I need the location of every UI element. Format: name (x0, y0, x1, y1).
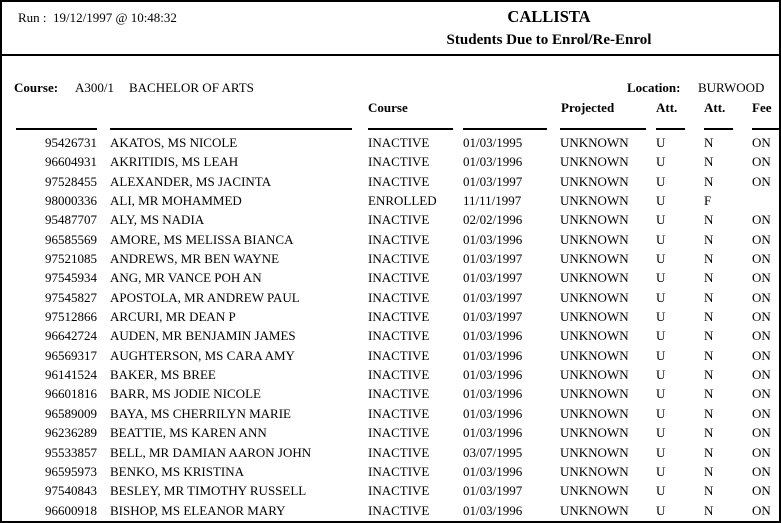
table-row (2, 152, 779, 171)
column-header-projected: Projected (561, 100, 615, 115)
page-title: CALLISTA (507, 7, 591, 26)
cell-att2: N (704, 425, 714, 441)
cell-student-id: 96141524 (45, 367, 97, 383)
cell-projected: UNKNOWN (560, 173, 629, 189)
cell-fee: ON (752, 444, 771, 460)
table-row (2, 423, 779, 442)
cell-projected: UNKNOWN (560, 444, 629, 460)
cell-fee: ON (752, 212, 771, 228)
column-header-fee: Fee (752, 100, 772, 115)
cell-student-id: 96601816 (45, 386, 97, 402)
cell-date: 01/03/1996 (463, 154, 523, 170)
cell-student-name: ARCURI, MR DEAN P (110, 309, 236, 325)
cell-student-name: BENKO, MS KRISTINA (110, 463, 244, 479)
cell-course-status: INACTIVE (368, 135, 430, 150)
cell-date: 01/03/1997 (463, 483, 523, 499)
cell-student-name: BAKER, MS BREE (110, 367, 216, 383)
cell-student-id: 96589009 (45, 405, 97, 421)
cell-student-name: ANG, MR VANCE POH AN (110, 270, 262, 286)
cell-att1: U (656, 212, 666, 228)
cell-date: 02/02/1996 (463, 212, 523, 228)
cell-student-id: 95533857 (45, 444, 97, 460)
cell-att1: U (656, 444, 666, 460)
cell-student-name: BEATTIE, MS KAREN ANN (110, 425, 267, 441)
cell-student-id: 97545827 (45, 289, 97, 305)
table-row (2, 288, 779, 307)
cell-course-status: INACTIVE (368, 173, 430, 189)
cell-att1: U (656, 425, 666, 441)
cell-att1: U (656, 135, 666, 150)
table-row (2, 210, 779, 229)
cell-course-status: INACTIVE (368, 231, 430, 247)
cell-date: 01/03/1996 (463, 347, 523, 363)
cell-att1: U (656, 154, 666, 170)
cell-att1: U (656, 502, 666, 518)
cell-fee: ON (752, 289, 771, 305)
table-row (2, 384, 779, 403)
cell-fee: ON (752, 154, 771, 170)
cell-projected: UNKNOWN (560, 367, 629, 383)
cell-projected: UNKNOWN (560, 463, 629, 479)
cell-att1: U (656, 193, 666, 209)
cell-fee: ON (752, 270, 771, 286)
column-header-attendance: Att. (704, 100, 726, 115)
cell-course-status: INACTIVE (368, 289, 430, 305)
cell-projected: UNKNOWN (560, 154, 629, 170)
cell-att2: N (704, 502, 714, 518)
table-row (2, 501, 779, 520)
table-row (2, 268, 779, 287)
cell-fee: ON (752, 502, 771, 518)
cell-fee: ON (752, 135, 771, 150)
cell-student-name: BESLEY, MR TIMOTHY RUSSELL (110, 483, 307, 499)
cell-course-status: INACTIVE (368, 463, 430, 479)
table-rows (2, 133, 779, 520)
cell-course-status: INACTIVE (368, 347, 430, 363)
cell-student-id: 97540843 (45, 483, 97, 499)
cell-att2: N (704, 405, 714, 421)
cell-fee: ON (752, 463, 771, 479)
cell-projected: UNKNOWN (560, 251, 629, 267)
cell-student-id: 96569317 (45, 347, 97, 363)
table-row (2, 346, 779, 365)
cell-att2: N (704, 328, 714, 344)
cell-course-status: INACTIVE (368, 251, 430, 267)
table-row (2, 404, 779, 423)
cell-att2: N (704, 367, 714, 383)
table-row (2, 249, 779, 268)
cell-student-name: AKRITIDIS, MS LEAH (110, 154, 239, 170)
cell-date: 01/03/1996 (463, 463, 523, 479)
column-rule-projected (560, 128, 646, 130)
cell-date: 01/03/1996 (463, 502, 523, 518)
cell-att1: U (656, 367, 666, 383)
cell-att2: N (704, 483, 714, 499)
cell-att2: N (704, 231, 714, 247)
course-name: BACHELOR OF ARTS (129, 80, 254, 95)
cell-course-status: INACTIVE (368, 309, 430, 325)
cell-projected: UNKNOWN (560, 405, 629, 421)
cell-projected: UNKNOWN (560, 386, 629, 402)
cell-student-id: 95487707 (45, 212, 97, 228)
cell-att2: N (704, 173, 714, 189)
cell-date: 01/03/1997 (463, 270, 523, 286)
cell-fee: ON (752, 251, 771, 267)
cell-projected: UNKNOWN (560, 425, 629, 441)
cell-course-status: INACTIVE (368, 367, 430, 383)
cell-att1: U (656, 386, 666, 402)
cell-student-id: 97545934 (45, 270, 97, 286)
cell-student-name: ALEXANDER, MS JACINTA (110, 173, 272, 189)
cell-date: 01/03/1996 (463, 231, 523, 247)
cell-student-id: 96585569 (45, 231, 97, 247)
cell-student-id: 96236289 (45, 425, 97, 441)
header-separator-line (2, 54, 779, 56)
column-rule-att2 (704, 128, 733, 130)
cell-att2: N (704, 444, 714, 460)
table-row (2, 462, 779, 481)
cell-att2: N (704, 347, 714, 363)
table-row (2, 307, 779, 326)
column-rule-date (463, 128, 547, 130)
cell-fee: ON (752, 347, 771, 363)
cell-course-status: INACTIVE (368, 502, 430, 518)
cell-date: 01/03/1996 (463, 405, 523, 421)
table-row (2, 326, 779, 345)
cell-att2: N (704, 212, 714, 228)
cell-course-status: INACTIVE (368, 405, 430, 421)
cell-att1: U (656, 463, 666, 479)
cell-student-name: APOSTOLA, MR ANDREW PAUL (110, 289, 300, 305)
cell-course-status: INACTIVE (368, 425, 430, 441)
cell-att1: U (656, 289, 666, 305)
table-row (2, 172, 779, 191)
course-label: Course: (14, 80, 59, 95)
cell-fee: ON (752, 309, 771, 325)
cell-student-id: 96600918 (45, 502, 97, 518)
cell-fee: ON (752, 367, 771, 383)
cell-course-status: INACTIVE (368, 386, 430, 402)
cell-student-id: 96642724 (45, 328, 97, 344)
table-row (2, 443, 779, 462)
cell-student-name: ALY, MS NADIA (110, 212, 205, 228)
cell-date: 01/03/1996 (463, 386, 523, 402)
location-value: BURWOOD (698, 80, 765, 95)
cell-date: 01/03/1997 (463, 173, 523, 189)
cell-student-name: AKATOS, MS NICOLE (110, 135, 238, 150)
cell-fee: ON (752, 328, 771, 344)
column-header-course: Course (368, 100, 408, 115)
cell-projected: UNKNOWN (560, 502, 629, 518)
cell-student-id: 97521085 (45, 251, 97, 267)
cell-att2: N (704, 135, 714, 150)
cell-projected: UNKNOWN (560, 347, 629, 363)
page-subtitle: Students Due to Enrol/Re-Enrol (446, 32, 652, 48)
column-rule-att1 (656, 128, 685, 130)
cell-date: 01/03/1995 (463, 135, 523, 150)
run-label: Run : (18, 10, 47, 25)
cell-att1: U (656, 231, 666, 247)
cell-att1: U (656, 173, 666, 189)
cell-att2: F (704, 193, 712, 209)
cell-date: 01/03/1996 (463, 328, 523, 344)
table-row (2, 481, 779, 500)
cell-projected: UNKNOWN (560, 270, 629, 286)
cell-projected: UNKNOWN (560, 212, 629, 228)
cell-att1: U (656, 483, 666, 499)
cell-date: 01/03/1997 (463, 289, 523, 305)
cell-student-name: BISHOP, MS ELEANOR MARY (110, 502, 286, 518)
cell-projected: UNKNOWN (560, 193, 629, 209)
cell-course-status: INACTIVE (368, 154, 430, 170)
cell-student-name: ALI, MR MOHAMMED (110, 193, 242, 209)
cell-fee: ON (752, 425, 771, 441)
cell-att1: U (656, 405, 666, 421)
cell-student-name: BELL, MR DAMIAN AARON JOHN (110, 444, 312, 460)
cell-att2: N (704, 463, 714, 479)
table-row (2, 230, 779, 249)
cell-projected: UNKNOWN (560, 483, 629, 499)
cell-date: 01/03/1997 (463, 251, 523, 267)
cell-date: 01/03/1997 (463, 309, 523, 325)
cell-student-id: 96595973 (45, 463, 97, 479)
cell-date: 01/03/1996 (463, 425, 523, 441)
cell-att1: U (656, 309, 666, 325)
cell-fee: ON (752, 231, 771, 247)
cell-student-name: BAYA, MS CHERRILYN MARIE (110, 405, 291, 421)
cell-att1: U (656, 328, 666, 344)
cell-student-id: 95426731 (45, 135, 97, 150)
cell-course-status: INACTIVE (368, 328, 430, 344)
cell-course-status: INACTIVE (368, 212, 430, 228)
cell-projected: UNKNOWN (560, 289, 629, 305)
table-row (2, 191, 779, 210)
cell-att2: N (704, 270, 714, 286)
cell-course-status: ENROLLED (368, 193, 437, 209)
cell-projected: UNKNOWN (560, 309, 629, 325)
cell-fee: ON (752, 405, 771, 421)
cell-att2: N (704, 154, 714, 170)
cell-course-status: INACTIVE (368, 444, 430, 460)
cell-att2: N (704, 386, 714, 402)
cell-projected: UNKNOWN (560, 231, 629, 247)
cell-student-id: 98000336 (45, 193, 97, 209)
cell-fee: ON (752, 483, 771, 499)
location-label: Location: (627, 80, 681, 95)
run-datetime: 19/12/1997 @ 10:48:32 (53, 10, 177, 25)
column-rule-course (368, 128, 453, 130)
cell-att1: U (656, 270, 666, 286)
cell-student-id: 97512866 (45, 309, 97, 325)
cell-att1: U (656, 251, 666, 267)
table-row (2, 133, 779, 152)
cell-projected: UNKNOWN (560, 328, 629, 344)
course-code: A300/1 (75, 80, 114, 95)
cell-att1: U (656, 347, 666, 363)
cell-date: 11/11/1997 (463, 193, 522, 209)
column-rule-id (16, 128, 97, 130)
cell-student-name: AUGHTERSON, MS CARA AMY (110, 347, 295, 363)
column-header-attendance: Att. (656, 100, 678, 115)
table-row (2, 365, 779, 384)
cell-student-name: BARR, MS JODIE NICOLE (110, 386, 261, 402)
column-rule-name (110, 128, 352, 130)
cell-date: 03/07/1995 (463, 444, 523, 460)
cell-projected: UNKNOWN (560, 135, 629, 150)
cell-att2: N (704, 289, 714, 305)
column-rule-fee (752, 128, 781, 130)
cell-att2: N (704, 309, 714, 325)
cell-fee: ON (752, 386, 771, 402)
cell-course-status: INACTIVE (368, 270, 430, 286)
cell-date: 01/03/1996 (463, 367, 523, 383)
cell-fee: ON (752, 173, 771, 189)
cell-student-name: ANDREWS, MR BEN WAYNE (110, 251, 280, 267)
cell-student-id: 96604931 (45, 154, 97, 170)
cell-student-id: 97528455 (45, 173, 97, 189)
cell-course-status: INACTIVE (368, 483, 430, 499)
cell-student-name: AUDEN, MR BENJAMIN JAMES (110, 328, 296, 344)
cell-student-name: AMORE, MS MELISSA BIANCA (110, 231, 294, 247)
cell-att2: N (704, 251, 714, 267)
